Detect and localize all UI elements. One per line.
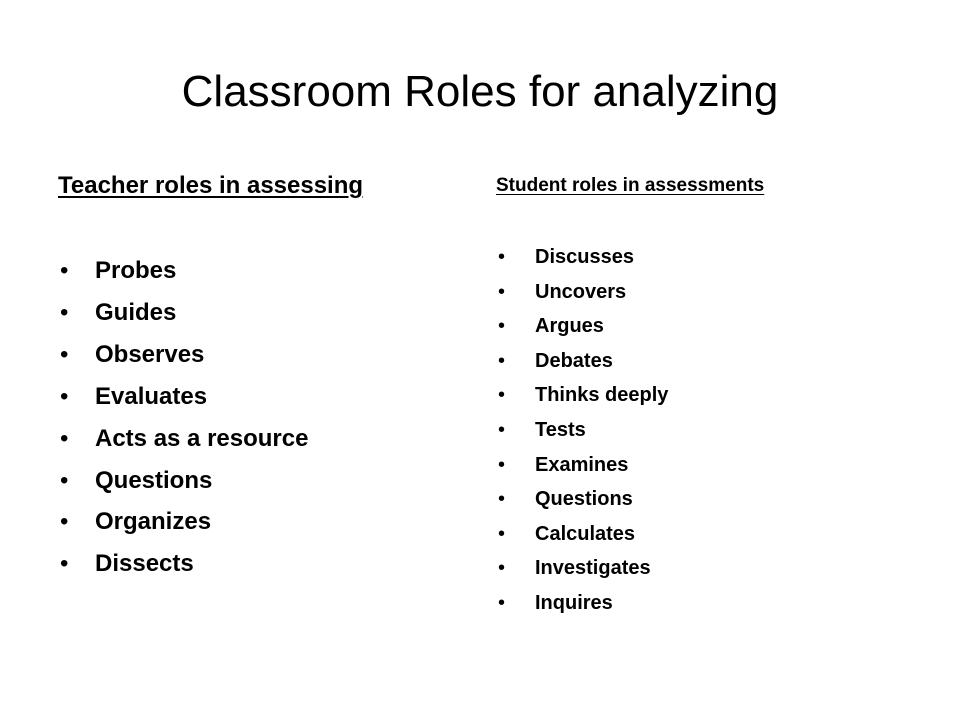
student-role-label: Discusses (535, 246, 634, 268)
bullet-icon: • (498, 522, 506, 545)
bullet-icon: • (498, 280, 506, 303)
list-item (496, 586, 896, 621)
student-role-label: Argues (535, 315, 604, 338)
student-role-label: Questions (535, 488, 633, 511)
list-item (58, 376, 458, 418)
bullet-icon: • (498, 557, 506, 580)
list-item (496, 551, 896, 586)
bullet-icon: • (498, 453, 506, 476)
bullet-icon: • (498, 384, 506, 407)
student-role-label: Debates (535, 349, 613, 372)
teacher-role-label: Dissects (95, 550, 194, 578)
student-roles-list (496, 240, 896, 621)
teacher-role-label: Questions (95, 466, 213, 494)
list-item (58, 292, 458, 334)
student-role-label: Inquires (535, 591, 613, 614)
student-role-label: Tests (535, 418, 586, 441)
bullet-icon: • (498, 488, 506, 511)
teacher-role-label: Probes (95, 257, 177, 284)
bullet-icon: • (498, 349, 506, 372)
bullet-icon: • (60, 340, 69, 368)
teacher-roles-heading: Teacher roles in assessing (58, 172, 364, 199)
bullet-icon: • (498, 591, 506, 614)
bullet-icon: • (60, 424, 69, 452)
list-item (58, 334, 458, 376)
bullet-icon: • (498, 315, 506, 338)
list-item (496, 413, 896, 448)
list-item (496, 517, 896, 552)
bullet-icon: • (498, 246, 506, 268)
bullet-icon: • (60, 466, 69, 494)
list-item (496, 240, 896, 275)
list-item (58, 460, 458, 502)
student-role-label: Calculates (535, 522, 636, 545)
list-item (496, 344, 896, 379)
list-item (58, 543, 458, 585)
list-item (496, 482, 896, 517)
bullet-icon: • (60, 508, 69, 536)
teacher-role-label: Acts as a resource (95, 424, 309, 452)
teacher-role-label: Guides (95, 298, 177, 326)
list-item (496, 275, 896, 310)
student-roles-heading: Student roles in assessments (496, 175, 765, 196)
teacher-roles-column (58, 168, 458, 585)
list-item (58, 250, 458, 292)
student-role-label: Thinks deeply (535, 384, 669, 407)
student-role-label: Investigates (535, 557, 651, 580)
bullet-icon: • (60, 550, 69, 578)
list-item (58, 418, 458, 460)
list-item (496, 448, 896, 483)
bullet-icon: • (60, 257, 69, 284)
list-item (496, 309, 896, 344)
bullet-icon: • (60, 298, 69, 326)
student-role-label: Examines (535, 453, 629, 476)
teacher-role-label: Evaluates (95, 382, 208, 410)
list-item (58, 501, 458, 543)
student-role-label: Uncovers (535, 280, 627, 303)
teacher-roles-list (58, 250, 458, 585)
teacher-role-label: Observes (95, 340, 205, 368)
bullet-icon: • (498, 418, 506, 441)
student-roles-column (496, 172, 896, 621)
teacher-role-label: Organizes (95, 508, 212, 536)
list-item (496, 378, 896, 413)
slide-title: Classroom Roles for analyzing (181, 67, 779, 116)
bullet-icon: • (60, 382, 69, 410)
